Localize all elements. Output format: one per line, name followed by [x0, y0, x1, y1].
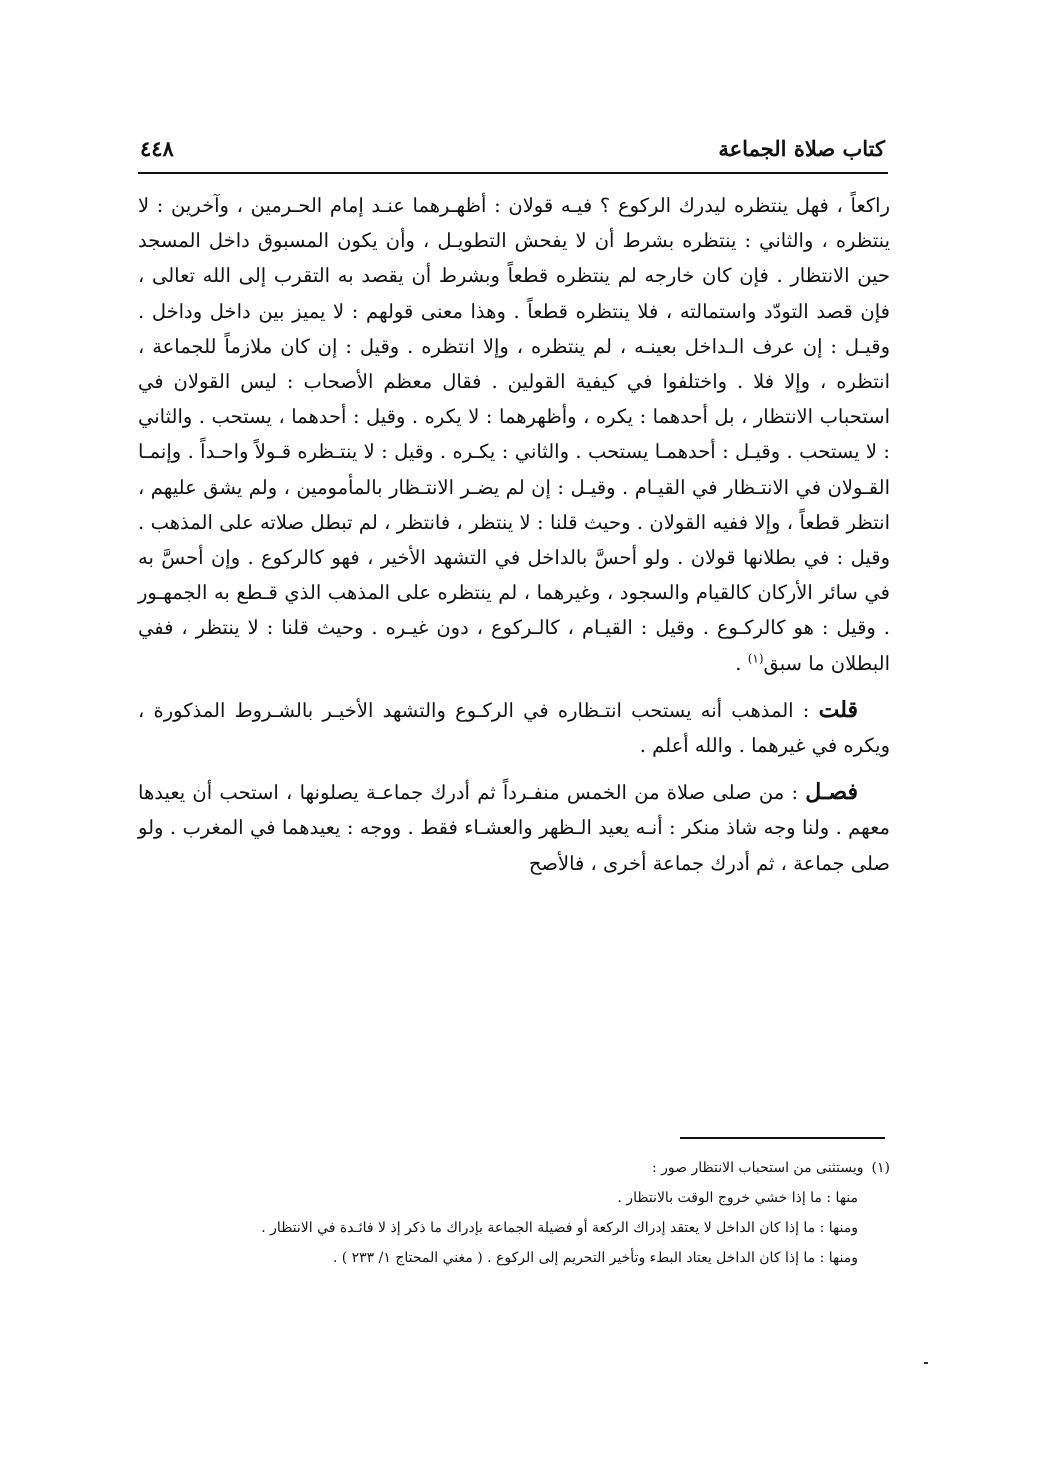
paragraph-1-end: . [735, 651, 748, 675]
footnote-1-item-3: ومنها : ما إذا كان الداخل يعتاد البطء وتأخير التحريم إلى الركوع . ( مغني المحتاج ١/ ٢٣٣ ) . [332, 1250, 858, 1266]
paragraph-1 [138, 188, 890, 681]
footnote-1-item-1: منها : ما إذا خشي خروج الوقت بالانتظار . [617, 1190, 858, 1206]
footnote-1-intro-text: ويستثنى من استحباب الانتظار صور : [651, 1160, 864, 1176]
paragraph-1-text: راكعاً ، فهل ينتظره ليدرك الركوع ؟ فيـه قولان : أظهـرهما عنـد إمام الحـرمين ، وآخرين : لا ينتظره ، والثاني : ينتظره بشرط أن لا يفحش التطويـل ، وأن يكون المسبوق داخل المسجد حين الانتظار . فإن كان خارجه لم ينتظره قطعاً وبشرط أن يقصد به التقرب إلى الله تعالى ، فإن قصد التودّد واستمالته ، فلا ينتظره قطعاً . وهذا معنى قولهم : لا يميز بين داخل وداخل . وقيـل : إن عرف الـداخل بعينـه ، لم ينتظره ، وإلا انتظره . وقيل : إن كان ملازماً للجماعة ، انتظره ، وإلا فلا . واختلفوا في كيفية القولين . فقال معظم الأصحاب : ليس القولان في استحباب الانتظار ، بل أحدهما : يكره ، وأظهرهما : لا يكره . وقيل : أحدهما ، يستحب . والثاني : لا يستحب . وقيـل : أحدهمـا يستحب . والثاني : يكـره . وقيل : لا ينتـظره قـولاً واحـداً . وإنمـا القـولان في الانتـظار في القيـام . وقيـل : إن لم يضـر الانتـظار بالمأمومين ، ولم يشق عليهم ، انتظر قطعاً ، وإلا ففيه القولان . وحيث قلنا : لا ينتظر ، فانتظر ، لم تبطل صلاته على المذهب . وقيل : في بطلانها قولان . ولو أحسَّ بالداخل في التشهد الأخير ، فهو كالركوع . وإن أحسَّ به في سائر الأركان كالقيام والسجود ، وغيرهما ، لم ينتظره على المذهب الذي قـطع به الجمهـور . وقيل : هو كالركـوع . وقيل : القيـام ، كالـركوع ، دون غيـره . وحيث قلنا : لا ينتظر ، ففي البطلان ما سبق [138, 194, 890, 675]
footnote-number: (١) [871, 1160, 890, 1176]
page-header [140, 128, 885, 168]
header-rule [138, 172, 888, 174]
paragraph-2-lead: قلت [818, 696, 858, 723]
footnotes [138, 1154, 890, 1272]
footnote-separator [680, 1137, 885, 1139]
paragraph-3-text: : من صلى صلاة من الخمس منفـرداً ثم أدرك جماعـة يصلونها ، استحب أن يعيدها معهم . ولنا وجه شاذ منكر : أنـه يعيد الـظهر والعشـاء فقط . ووجه : يعيدهما في المغرب . ولو صلى جماعة ، ثم أدرك جماعة أخرى ، فالأصح [138, 781, 890, 875]
paragraph-2 [138, 693, 890, 763]
section-heading-fasl: فصـل [805, 779, 858, 806]
scan-mark [924, 1362, 928, 1364]
footnote-reference[interactable]: (١) [747, 651, 764, 666]
footnote-1-intro [138, 1154, 890, 1182]
paragraph-2-text: : المذهب أنه يستحب انتـظاره في الركـوع والتشهد الأخيـر بالشـروط المذكورة ، ويكره في غيرهما . والله أعلم . [138, 698, 890, 758]
book-title: كتاب صلاة الجماعة [718, 135, 885, 161]
paragraph-3 [138, 775, 890, 881]
footnote-1-item-2: ومنها : ما إذا كان الداخل لا يعتقد إدراك الركعة أو فضيلة الجماعة بإدراك ما ذكر إذ لا فائـدة في الانتظار . [261, 1220, 858, 1236]
page-number: ٤٤٨ [140, 135, 174, 161]
main-text [138, 188, 890, 881]
